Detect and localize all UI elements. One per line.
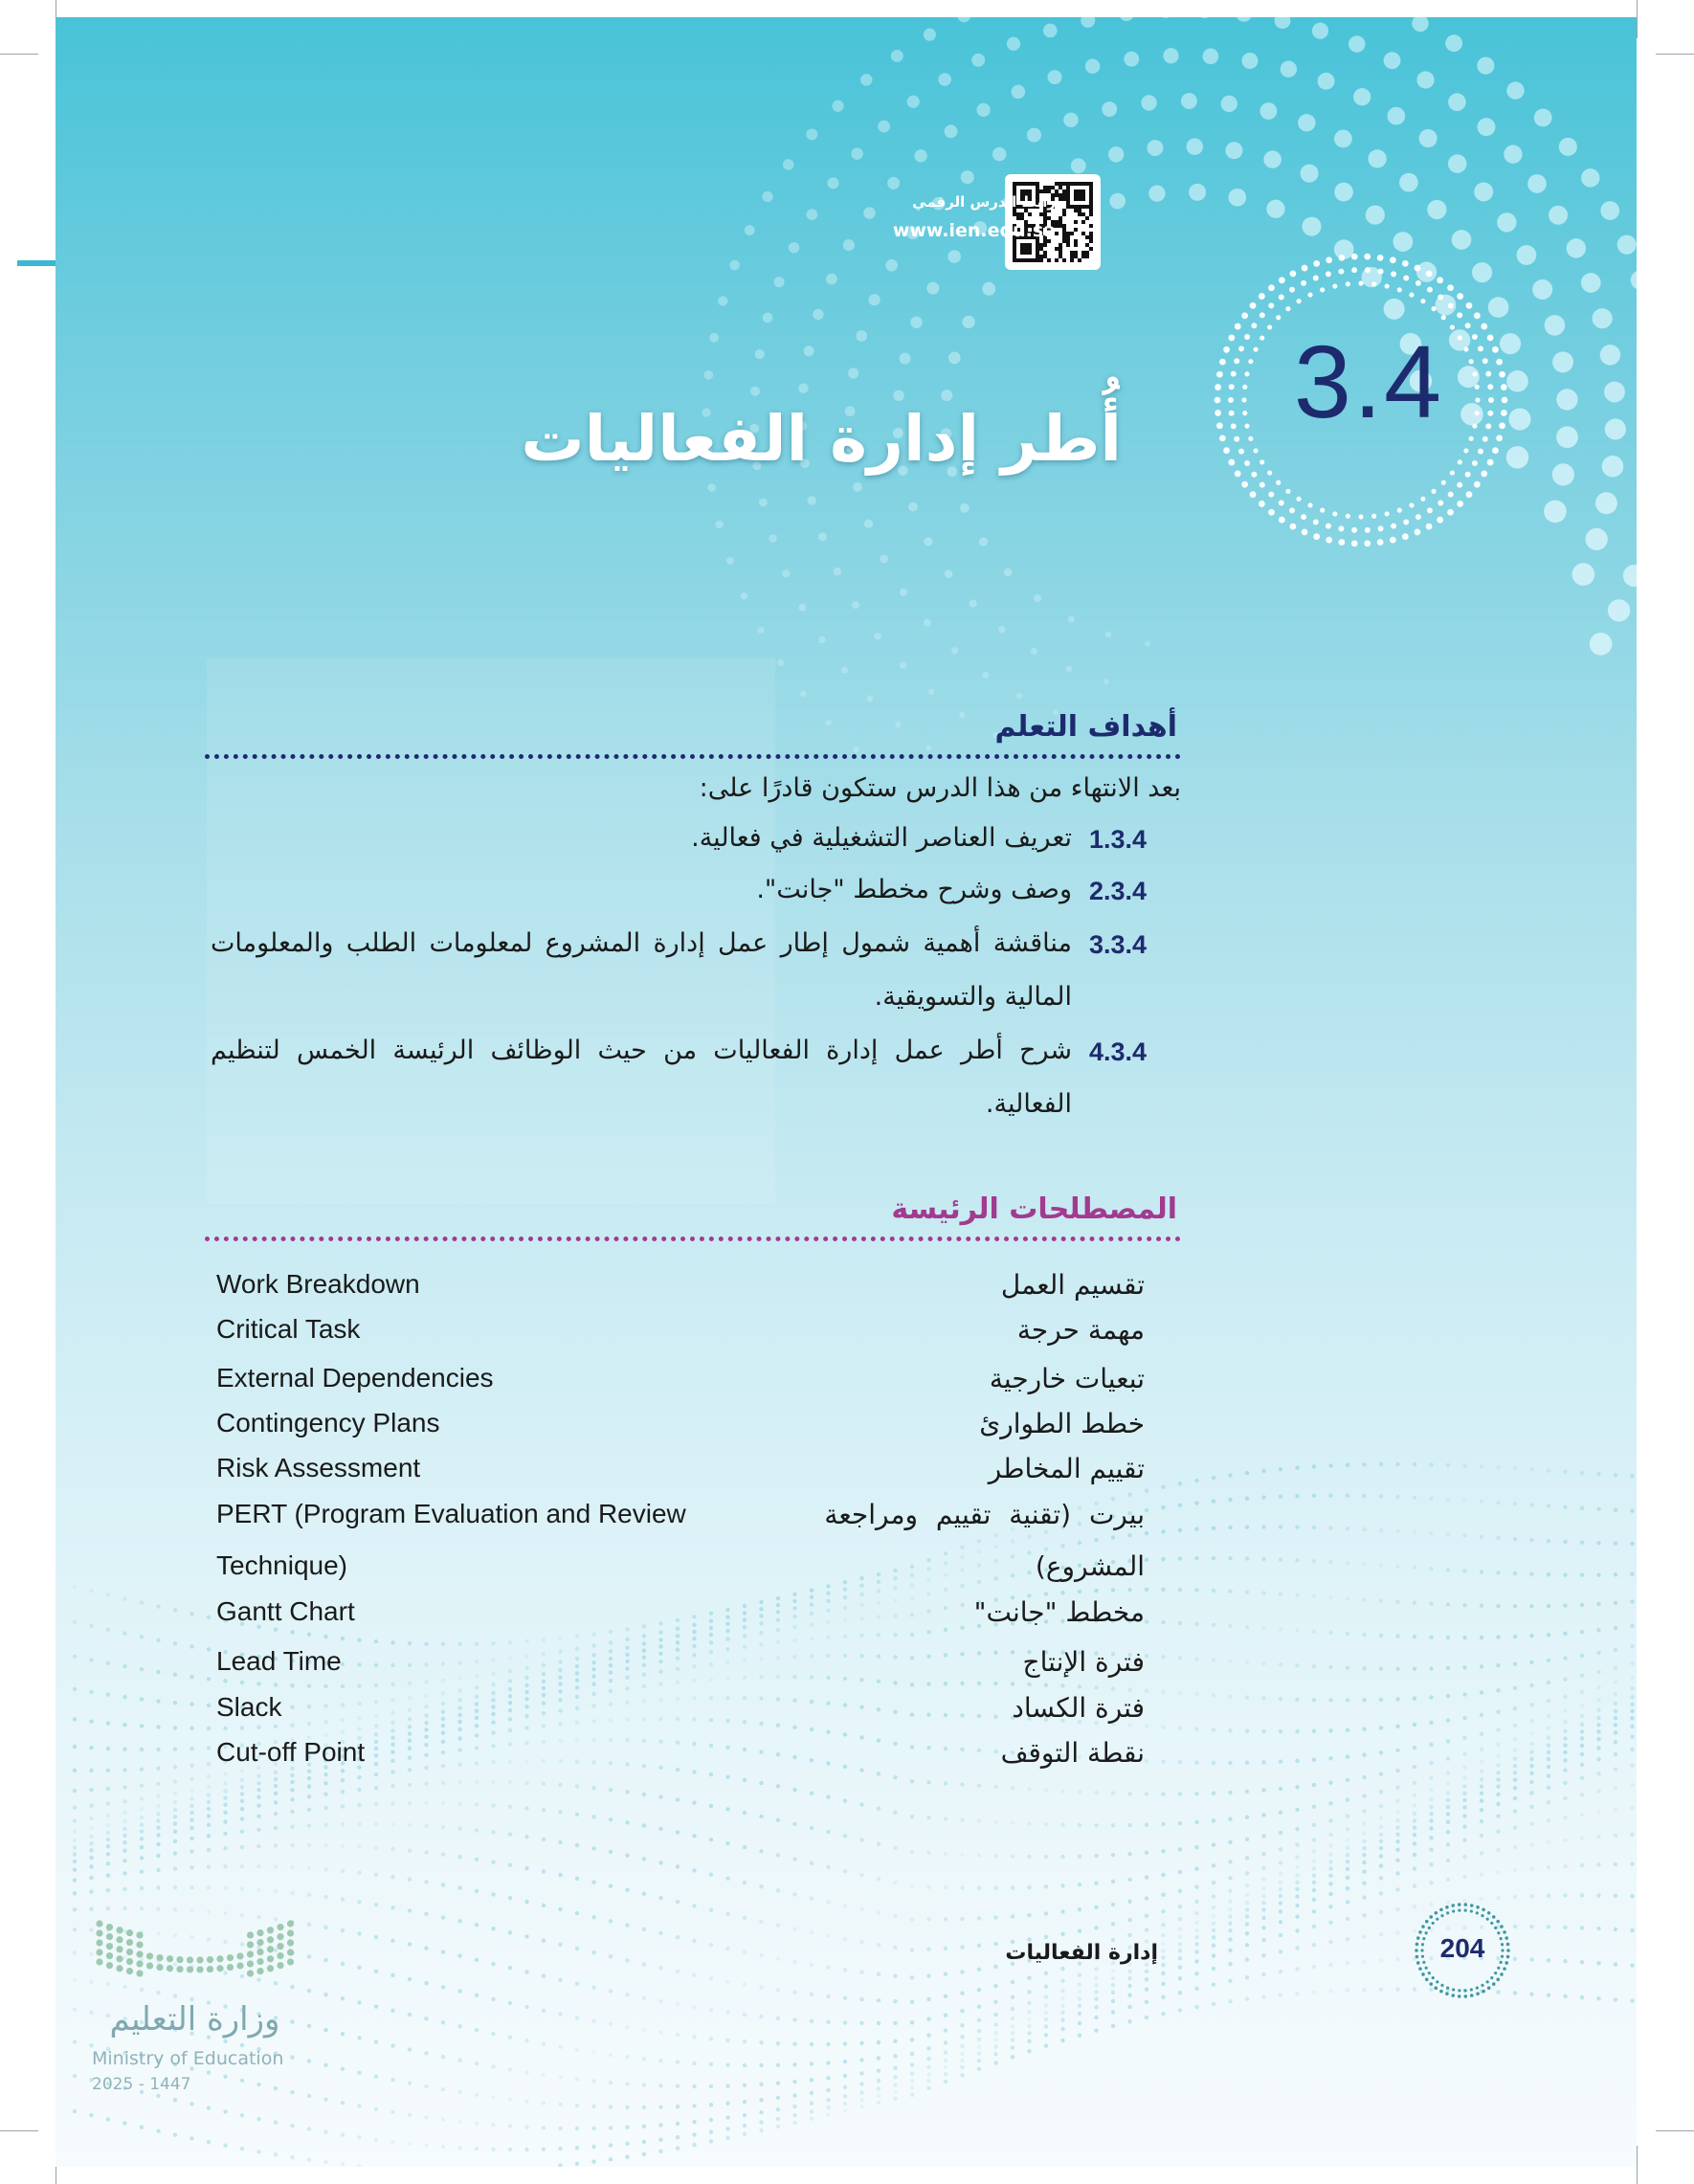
term-english: Cut-off Point xyxy=(216,1737,366,1767)
term-arabic: تقييم المخاطر xyxy=(988,1453,1145,1484)
term-english: Lead Time xyxy=(216,1646,342,1676)
crop-mark xyxy=(0,54,38,55)
term-arabic: نقطة التوقف xyxy=(1000,1737,1145,1769)
objective-number: 3.3.4 xyxy=(1089,930,1148,959)
footer-section-title: إدارة الفعاليات xyxy=(1005,1941,1158,1965)
crop-mark xyxy=(1637,2146,1638,2184)
crop-mark xyxy=(1656,2130,1694,2131)
lesson-number: 3.4 xyxy=(1293,323,1444,439)
term-english: Contingency Plans xyxy=(216,1408,440,1437)
qr-label: رابط الدرس الرقمي xyxy=(912,193,1056,211)
term-arabic: فترة الكساد xyxy=(1012,1692,1145,1724)
key-terms-divider xyxy=(205,1237,1181,1241)
ministry-year: 2025 - 1447 xyxy=(92,2075,191,2094)
objective-number: 2.3.4 xyxy=(1089,877,1148,905)
side-accent-bar xyxy=(17,260,57,266)
term-english: Work Breakdown xyxy=(216,1269,420,1299)
term-arabic: بيرت (تقنية تقييم ومراجعة xyxy=(824,1499,1145,1530)
term-english: Risk Assessment xyxy=(216,1453,421,1482)
term-arabic: المشروع) xyxy=(1035,1550,1145,1582)
term-english: Gantt Chart xyxy=(216,1596,355,1626)
ministry-logo-icon xyxy=(92,1916,302,1993)
objective-text: شرح أطر عمل إدارة الفعاليات من حيث الوظائف الرئيسة الخمس لتنظيم الفعالية. xyxy=(211,1036,1072,1119)
ministry-name-arabic: وزارة التعليم xyxy=(109,2000,280,2039)
crop-mark xyxy=(0,2130,38,2131)
term-arabic: مخطط "جانت" xyxy=(973,1596,1145,1628)
key-terms-heading: المصطلحات الرئيسة xyxy=(891,1192,1177,1226)
term-arabic: مهمة حرجة xyxy=(1016,1314,1145,1346)
term-english: External Dependencies xyxy=(216,1363,494,1393)
lesson-title: أُطر إدارة الفعاليات xyxy=(521,402,1122,476)
ministry-name-english: Ministry of Education xyxy=(92,2048,284,2069)
term-english: Critical Task xyxy=(216,1314,361,1344)
term-english: PERT (Program Evaluation and Review xyxy=(216,1499,686,1528)
term-arabic: خطط الطوارئ xyxy=(979,1408,1145,1439)
page-number: 204 xyxy=(1439,1933,1485,1963)
objectives-heading: أهداف التعلم xyxy=(994,710,1177,744)
objective-number: 1.3.4 xyxy=(1089,825,1148,854)
objective-number: 4.3.4 xyxy=(1089,1037,1148,1066)
objectives-intro: بعد الانتهاء من هذا الدرس ستكون قادرًا على: xyxy=(699,773,1181,803)
objective-text: تعريف العناصر التشغيلية في فعالية. xyxy=(691,823,1072,853)
term-arabic: تبعيات خارجية xyxy=(989,1363,1145,1394)
qr-url-link[interactable]: www.ien.edu.sa xyxy=(892,220,1056,241)
term-arabic: فترة الإنتاج xyxy=(1022,1646,1145,1678)
term-english: Technique) xyxy=(216,1550,347,1580)
objective-text: مناقشة أهمية شمول إطار عمل إدارة المشروع لمعلومات الطلب والمعلومات المالية والتسويقية. xyxy=(211,928,1072,1012)
term-arabic: تقسيم العمل xyxy=(1000,1269,1145,1301)
objectives-divider xyxy=(205,754,1181,759)
objective-text: وصف وشرح مخطط "جانت". xyxy=(756,875,1072,904)
crop-mark xyxy=(1637,0,1638,38)
term-english: Slack xyxy=(216,1692,282,1722)
crop-mark xyxy=(1656,54,1694,55)
